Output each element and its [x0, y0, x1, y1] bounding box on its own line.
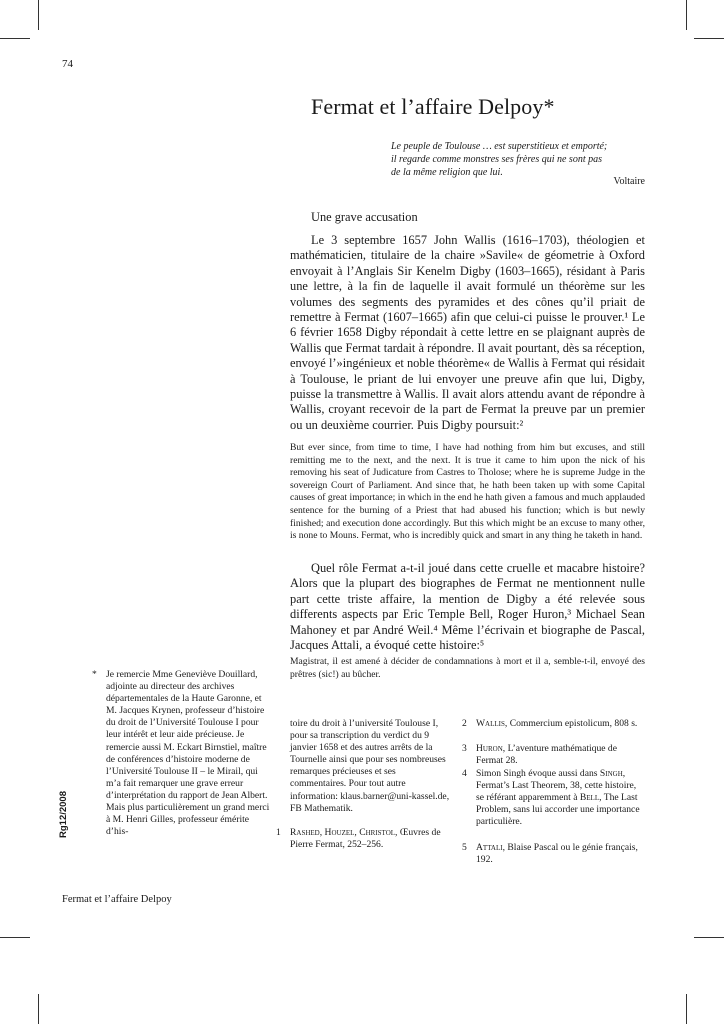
footnote-marker: 1 [276, 827, 281, 838]
article-title: Fermat et l’affaire Delpoy* [311, 94, 555, 119]
footnote-4 [462, 768, 646, 828]
footnote-text: The Last Problem, sans lui accorder une importance particulière. [476, 792, 640, 828]
body-paragraph: Quel rôle Fermat a-t-il joué dans cette cruelle et macabre histoire? Alors que la plupart des biographes de Fermat ne mentionnent nulle part cette triste affaire, la mention de Digby a été relevée sous differents aspects par Eric Temple Bell, Roger Huron,³ Michael Sean Mahoney et par André Weil.⁴ Même l’écrivain et biographe de Pascal, Jacques Attali, a évoqué cette histoire:⁵ [290, 561, 645, 653]
footnote-marker: * [92, 669, 97, 680]
crop-mark [38, 994, 39, 1024]
footnote-author: Rashed, Houzel, Christol, [290, 827, 398, 838]
footnote-text: Simon Singh évoque aussi dans [476, 768, 600, 779]
footnote-text: Blaise Pascal ou le génie français, 192. [476, 842, 638, 866]
page-number: 74 [62, 58, 73, 70]
footnote-author: Bell, [579, 792, 602, 804]
footnote-text: Commercium epistolicum, 808 s. [507, 718, 638, 729]
crop-mark [686, 0, 687, 30]
footnote-text: Fermat’s Last Theorem, 38, cette histoire, se référant apparemment à [476, 780, 637, 804]
crop-mark [694, 38, 724, 39]
footnote-text: Je remercie Mme Geneviève Douillard, adjointe au directeur des archives départementales de la Haute Garonne, et M. Jacques Krynen, professeur d’histoire du droit de l’Université Toulouse I pour leur intérêt et leur aide précieuse. Je remercie aussi M. Eckart Birnstiel, maître de conférences d’histoire moderne de l’Université Toulouse II – le Mirail, qui m’a fait remarquer une grave erreur d’interprétation du rapport de Jean Albert. Mais plus particulièrement un grand merci à M. Henri Gilles, professeur émérite d’his- [106, 669, 270, 838]
footnote-author: Huron, [476, 743, 506, 754]
crop-mark [0, 38, 30, 39]
epigraph-author: Voltaire [613, 176, 645, 187]
footnote-marker: 5 [462, 842, 467, 853]
crop-mark [686, 994, 687, 1024]
epigraph-line: Le peuple de Toulouse … est superstitieux et emporté; [391, 141, 608, 152]
footnote-author: Wallis, [476, 718, 508, 729]
epigraph-line: il regarde comme monstres ses frères qui ne sont pas [391, 154, 602, 165]
crop-mark [0, 937, 30, 938]
running-footer: Fermat et l’affaire Delpoy [62, 894, 172, 905]
block-quote: But ever since, from time to time, I have had nothing from him but excuses, and still remitting me to the next, and the next. It is true it came to him upon the nick of his removing his seat of Judicature from Castres to Tholose; where he is supreme Judge in the sovereign Court of Parliament. And since that, he hath been taken up with some Capital causes of great importance; in which in the end he hath given a famous and much applauded sentence for the burning of a Priest that had abused his function; which is but newly finished; and execution done accordingly. But this which might be an excuse to many other, is none to Mouns. Fermat, who is incredibly quick and smart in any thing he taketh in hand. [290, 442, 645, 542]
section-heading: Une grave accusation [311, 210, 418, 224]
footnote-marker: 3 [462, 743, 467, 754]
footnote-star-continued: toire du droit à l’université Toulouse I, pour sa transcription du verdict du 9 janvier 1658 et des autres arrêts de la Tournelle ainsi que pour ses nombreuses remarques précieuses et ses commentaires. Pour tout autre information: klaus.barner@uni-kassel.de, FB Mathematik. [290, 718, 450, 814]
footnote-author: Attali, [476, 842, 505, 853]
footnote-author: Singh, [599, 768, 626, 779]
footnote-text: Œuvres de Pierre Fermat, 252–256. [290, 827, 441, 851]
footnote-2 [462, 718, 646, 730]
crop-mark [694, 937, 724, 938]
crop-mark [38, 0, 39, 30]
footnote-marker: 4 [462, 768, 467, 779]
footnote-5 [462, 842, 646, 866]
footnote-text: L’aventure mathématique de Fermat 28. [476, 743, 617, 767]
epigraph-line: de la même religion que lui. [391, 167, 503, 178]
epigraph [391, 140, 645, 179]
footnote-star [92, 669, 270, 838]
journal-volume-label: Rg12/2008 [58, 790, 69, 838]
footnote-marker: 2 [462, 718, 467, 729]
body-paragraph: Le 3 septembre 1657 John Wallis (1616–1703), théologien et mathématicien, titulaire de la chaire »Savile« de géometrie à Oxford envoyait à l’Anglais Sir Kenelm Digby (1603–1665), résidant à Paris une lettre, à la fin de laquelle il avait formulé un théorème sur les volumes des segments des pyramides et des cônes qu’il priait de remettre à Fermat (1607–1665) afin que celui-ci puisse le prouver.¹ Le 6 février 1658 Digby répondait à cette lettre en se plaignant auprès de Wallis que Fermat tardait à répondre. Il avait pourtant, dès sa réception, envoyé l’»ingénieux et noble théorème« de Wallis à Fermat qui résidait à Toulouse, le priant de lui envoyer une preuve afin que lui, Digby, puisse la transmettre à Wallis. Il avait alors attendu avant de répondre à Wallis, croyant recevoir de la part de Fermat la preuve par un premier ou un deuxième courrier. Puis Digby poursuit:² [290, 233, 645, 432]
footnote-3 [462, 743, 646, 767]
footnote-1 [276, 827, 450, 851]
block-quote: Magistrat, il est amené à décider de condamnations à mort et il a, semble-t-il, envoyé des prêtres (sic!) au bûcher. [290, 656, 645, 680]
